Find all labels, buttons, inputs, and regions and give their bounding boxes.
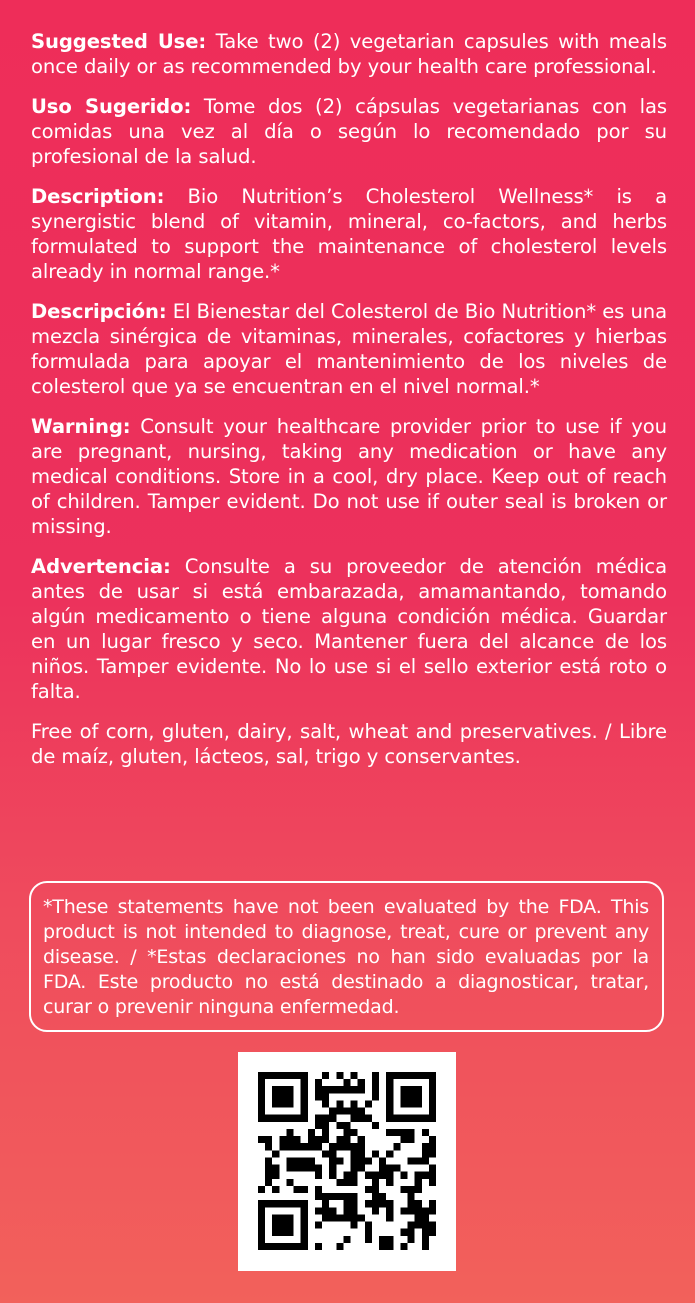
description-label: Description: — [31, 185, 165, 208]
advertencia-paragraph — [31, 554, 667, 704]
qr-code-icon — [258, 1072, 436, 1250]
free-of-paragraph: Free of corn, gluten, dairy, salt, wheat and preservatives. / Libre de maíz, gluten, lácteos, sal, trigo y conservantes. — [31, 720, 667, 768]
warning-text: Consult your healthcare provider prior to use if you are pregnant, nursing, taking any medication or have any medical conditions. Store in a cool, dry place. Keep out of reach of children. Tamper evident. Do not use if outer seal is broken or missing. — [31, 415, 667, 538]
description-text: Bio Nutrition’s Cholesterol Wellness* is a synergistic blend of vitamin, mineral, co-factors, and herbs formulated to support the maintenance of cholesterol levels already in normal range.* — [31, 185, 667, 283]
description-paragraph — [31, 184, 667, 284]
suggested-use-label: Suggested Use: — [31, 30, 207, 53]
descripcion-paragraph — [31, 299, 667, 399]
descripcion-label: Descripción: — [31, 300, 167, 323]
uso-sugerido-label: Uso Sugerido: — [31, 95, 192, 118]
suggested-use-text: Take two (2) vegetarian capsules with meals once daily or as recommended by your health care professional. — [31, 30, 667, 78]
uso-sugerido-paragraph — [31, 94, 667, 169]
warning-paragraph — [31, 414, 667, 539]
warning-label: Warning: — [31, 415, 131, 438]
fda-disclaimer-box: *These statements have not been evaluated by the FDA. This product is not intended to diagnose, treat, cure or prevent any disease. / *Estas declaraciones no han sido evaluadas por la FDA. Este producto no está destinado a diagnosticar, tratar, curar o prevenir ninguna enfermedad. — [29, 881, 664, 1032]
qr-code[interactable] — [238, 1052, 456, 1271]
uso-sugerido-text: Tome dos (2) cápsulas vegetarianas con las comidas una vez al día o según lo recomendado por su profesional de la salud. — [31, 95, 667, 168]
advertencia-text: Consulte a su proveedor de atención médica antes de usar si está embarazada, amamantando, tomando algún medicamento o tiene alguna condición médica. Guardar en un lugar fresco y seco. Mantener fuera del alcance de los niños. Tamper evidente. No lo use si el sello exterior está roto o falta. — [31, 555, 667, 703]
descripcion-text: El Bienestar del Colesterol de Bio Nutrition* es una mezcla sinérgica de vitaminas, minerales, cofactores y hierbas formulada para apoyar el mantenimiento de los niveles de colesterol que ya se encuentran en el nivel normal.* — [31, 300, 667, 398]
advertencia-label: Advertencia: — [31, 555, 171, 578]
suggested-use-paragraph — [31, 29, 667, 79]
label-text-block — [31, 29, 667, 784]
